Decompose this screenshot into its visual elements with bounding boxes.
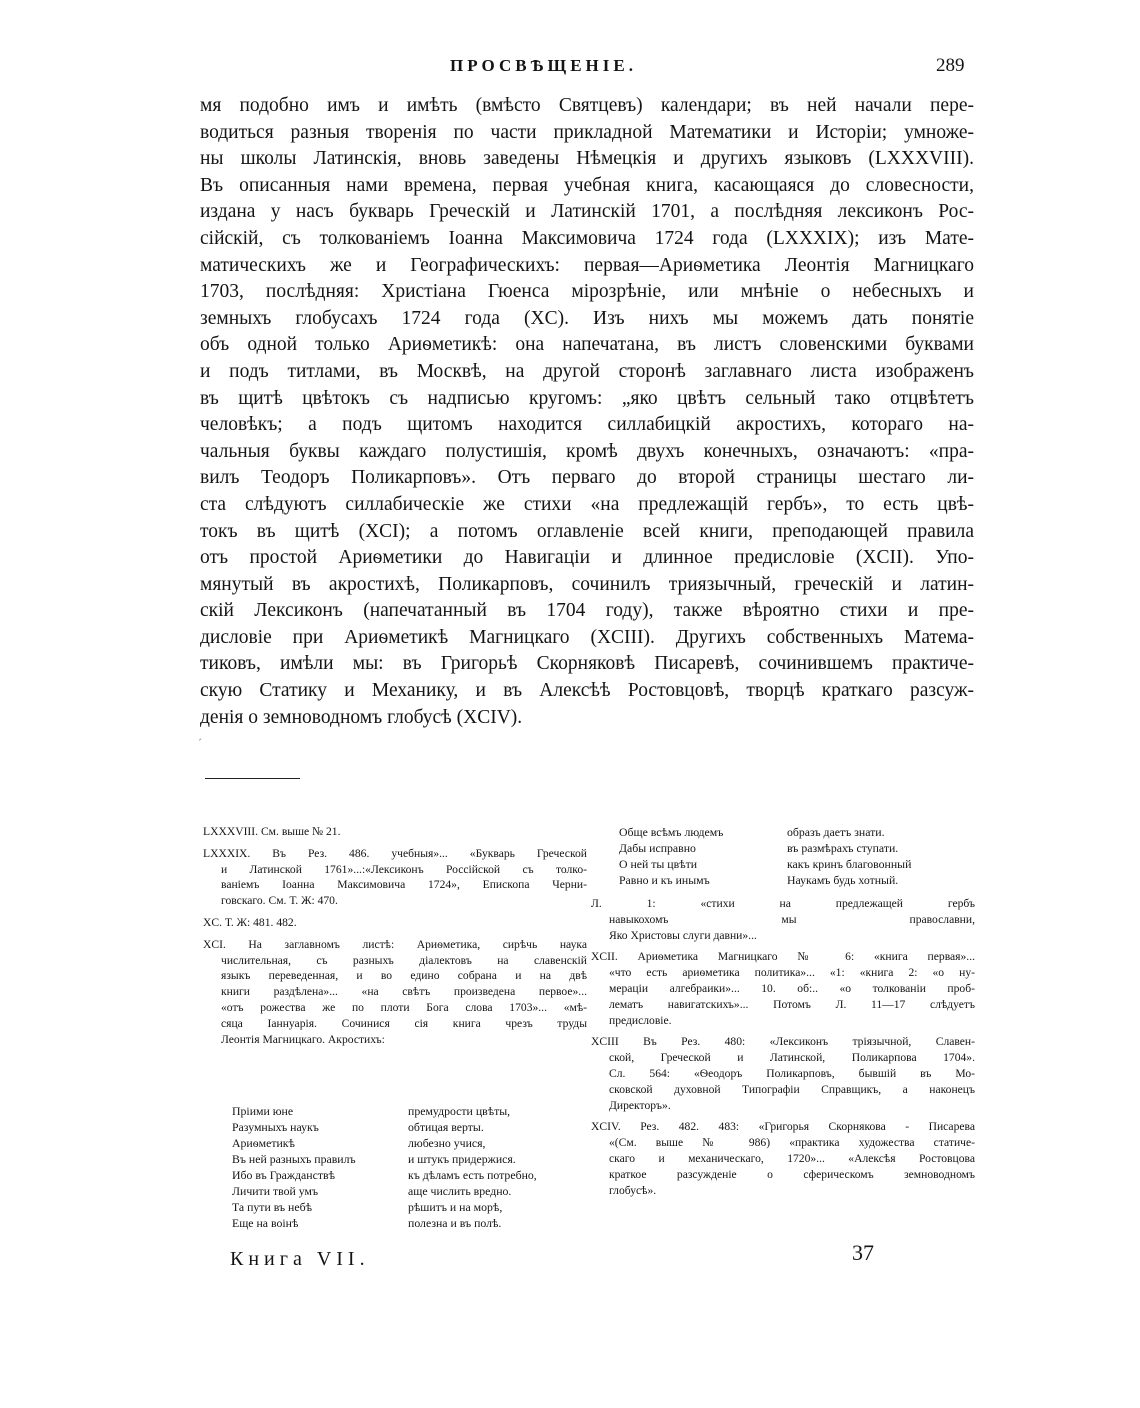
verse-half-line: Пріими юне: [232, 1104, 294, 1118]
footnote-line: скаго и механическаго, 1720»... «Алексѣя Ростовцова: [609, 1151, 975, 1165]
footnotes-left-column: [203, 824, 587, 1053]
footnote-line: LXXXVIII. См. выше № 21.: [203, 825, 341, 838]
footnote-line: книги раздѣлена»... «на свѣтъ произведена первое»...: [221, 985, 587, 999]
footnote-line: «что есть ариѳметика политика»... «1: «книга 2: «о ну-: [609, 966, 975, 980]
footnote-line: Л. 1: «стихи на предлежащей гербъ: [591, 897, 975, 910]
footnote-line: XCII. Ариѳметика Магницкаго № 6: «книга первая»...: [591, 950, 975, 964]
verse-half-line: Дабы исправно: [619, 841, 696, 855]
footnote-line: сяца Іаннуарія. Сочинися сія книга чрезъ труды: [221, 1016, 587, 1030]
body-text-line: чальныя буквы каждаго полустишія, кромѣ двухъ конечныхъ, означаютъ: «пра-: [200, 440, 974, 462]
verse-half-line: аще числить вредно.: [408, 1184, 512, 1198]
verse-half-line: образъ даетъ знати.: [787, 825, 885, 839]
verse-half-line: и штукъ придержися.: [408, 1152, 516, 1166]
verse-half-line: рѣшитъ и на морѣ,: [408, 1200, 503, 1214]
footnote: [591, 896, 975, 943]
verse-half-line: въ размѣрахъ ступати.: [787, 841, 899, 855]
body-text-line: матическихъ же и Географическихъ: первая—Ариѳметика Леонтія Магницкаго: [200, 254, 974, 276]
body-text-line: издана у насъ букварь Греческій и Латинскій 1701, а послѣдняя лексиконъ Рос-: [200, 201, 974, 223]
body-text-line: сійскій, съ толкованіемъ Іоанна Максимовича 1724 года (LXXXIX); изъ Мате-: [200, 227, 974, 249]
footnote-line: XCIV. Рез. 482. 483: «Григорья Скорнякова - Писарева: [591, 1120, 975, 1134]
signature-mark: Книга VII.: [230, 1248, 370, 1270]
stray-mark: ˊ: [198, 736, 202, 750]
footnote: [591, 1034, 975, 1113]
footnote: [591, 949, 975, 1028]
footnote-line: «отъ рожества же по плоти Бога слова 1703»... «мѣ-: [221, 1000, 587, 1014]
verse-half-line: премудрости цвѣты,: [408, 1104, 511, 1118]
footnote-separator-rule: [205, 778, 300, 779]
signature-page-mark: 37: [852, 1240, 874, 1265]
verse-half-line: Равно и къ инымъ: [619, 873, 710, 887]
verse-half-line: полезна и въ полѣ.: [408, 1216, 502, 1230]
footnote-line: Яко Христовы слуги давни»...: [609, 928, 757, 942]
body-text-line: ста слѣдуютъ силлабическіе же стихи «на предлежащій гербъ», то есть цвѣ-: [200, 493, 974, 515]
footnote-line: сковской духовной Типографіи Справщикъ, а наконецъ: [609, 1082, 975, 1096]
body-text-line: 1703, послѣдняя: Христіана Гюенса мірозрѣніе, или мнѣніе о небесныхъ и: [200, 281, 974, 303]
footnote-line: XCI. На заглавномъ листѣ: Ариѳметика, сирѣчь наука: [203, 937, 587, 951]
footnote: [591, 1119, 975, 1198]
footnote-line: ваніемъ Іоанна Максимовича 1724», Епископа Черни-: [221, 878, 587, 892]
footnote-line: ской, Греческой и Латинской, Поликарпова 1704».: [609, 1051, 975, 1065]
footnote-line: Директоръ».: [609, 1098, 671, 1112]
body-text-line: ны школы Латинскія, вновь заведены Нѣмецкія и другихъ языковъ (LXXXVIII).: [200, 148, 974, 170]
verse-half-line: Въ ней разныхъ правилъ: [232, 1152, 356, 1166]
footnote-line: XC. Т. Ж: 481. 482.: [203, 915, 297, 929]
body-text-line: въ щитѣ цвѣтокъ съ надписью кругомъ: „яко цвѣтъ сельный тако отцвѣтетъ: [200, 387, 974, 409]
footnote-line: предисловіе.: [609, 1013, 672, 1027]
verse-half-line: Ариѳметикѣ: [232, 1136, 295, 1150]
page-header-title: ПРОСВѢЩЕНІЕ.: [450, 56, 637, 75]
body-text-line: и подъ титлами, въ Москвѣ, на другой сторонѣ заглавнаго листа изображенъ: [200, 360, 974, 382]
verse-half-line: Ибо въ Гражданствѣ: [232, 1168, 335, 1182]
verse-half-line: Личити твой умъ: [232, 1184, 319, 1198]
acrostic-verse: [232, 1103, 588, 1231]
footnote: [203, 846, 587, 909]
verse-half-line: Наукамъ будь хотный.: [787, 873, 899, 887]
footnote: [203, 937, 587, 1048]
page-number: 289: [936, 55, 965, 76]
footnote-line: мераціи алгебраики»... 10. об:.. «о толкованіи проб-: [609, 981, 975, 995]
body-text-line: земныхъ глобусахъ 1724 года (XC). Изъ нихъ мы можемъ дать понятіе: [200, 307, 974, 329]
verse-half-line: къ дѣламъ есть потребно,: [408, 1168, 537, 1182]
footnote-line: числительная, съ разныхъ діалектовъ на славенскій: [221, 953, 587, 967]
body-text-line: тиковъ, имѣли мы: въ Григорьѣ Скорняковѣ Писаревѣ, сочинившемъ практиче-: [200, 653, 974, 675]
footnote-line: LXXXIX. Въ Рез. 486. учебныя»... «Букварь Греческой: [203, 846, 587, 860]
footnote: [203, 915, 587, 931]
body-text-line: объ одной только Ариѳметикѣ: она напечатана, въ листъ словенскими буквами: [200, 334, 974, 356]
verse-half-line: Разумныхъ наукъ: [232, 1120, 319, 1134]
footnote-line: говскаго. См. Т. Ж: 470.: [221, 894, 338, 908]
footnotes-right-column: [591, 824, 975, 1204]
body-text-line: человѣкъ; а подъ щитомъ находится силлабицкій акростихъ, котораго на-: [200, 414, 974, 436]
main-text: [200, 93, 974, 731]
footnote-line: глобусѣ».: [609, 1183, 657, 1197]
body-text-line: Въ описанныя нами времена, первая учебная книга, касающаяся до словесности,: [200, 174, 974, 196]
footnote-line: лематъ навигатскихъ»... Потомъ Л. 11—17 слѣдуетъ: [609, 997, 975, 1011]
verse-half-line: О ней ты цвѣти: [619, 857, 698, 871]
right-verse-block: [619, 824, 975, 888]
verse-half-line: любезно учися,: [408, 1136, 486, 1150]
body-text-line: токъ въ щитѣ (XCI); а потомъ оглавленіе всей книги, преподающей правила: [200, 520, 974, 542]
footnote-line: XCIII Въ Рез. 480: «Лексиконъ тріязычной, Славен-: [591, 1035, 975, 1049]
verse-half-line: Та пути въ небѣ: [232, 1200, 313, 1214]
footnote-line: навыкохомъ мы православни,: [609, 912, 975, 926]
body-text-line: вилъ Теодоръ Поликарповъ». Отъ перваго до второй страницы шестаго ли-: [200, 467, 974, 489]
verse-half-line: Еще на воінѣ: [232, 1216, 299, 1230]
body-text-line: водиться разныя творенія по части прикладной Математики и Исторіи; умноже-: [200, 121, 974, 143]
verse-half-line: обтицая верты.: [408, 1120, 484, 1134]
body-text-line: мянутый въ акростихѣ, Поликарповъ, сочинилъ триязычный, греческій и латин-: [200, 573, 974, 595]
footnote: [203, 824, 587, 840]
footnote-line: Леонтія Магницкаго. Акростихъ:: [221, 1032, 385, 1046]
footnote-line: краткое разсужденіе о сферическомъ земноводномъ: [609, 1167, 975, 1181]
footnote-line: языкъ переведенная, и во едино собрана и на двѣ: [221, 969, 587, 983]
verse-half-line: какъ кринъ благовонный: [787, 857, 912, 871]
footnote-line: «(См. выше № 986) «практика художества статиче-: [609, 1136, 975, 1150]
body-text-line: скую Статику и Механику, и въ Алексѣѣ Ростовцовѣ, творцѣ краткаго разсуж-: [200, 680, 974, 702]
body-text-line: дисловіе при Ариѳметикѣ Магницкаго (XCIII). Другихъ собственныхъ Матема-: [200, 626, 974, 648]
verse-half-line: Обще всѣмъ людемъ: [619, 825, 724, 839]
footnote-line: и Латинской 1761»...:«Лексиконъ Россійской съ толко-: [221, 862, 587, 876]
footnote-line: Сл. 564: «Ѳеодоръ Поликарповъ, бывшій въ Мо-: [609, 1066, 975, 1080]
body-text-line: отъ простой Ариѳметики до Навигаціи и длинное предисловіе (XCII). Упо-: [200, 547, 974, 569]
body-text-line: скій Лексиконъ (напечатанный въ 1704 году), также вѣроятно стихи и пре-: [200, 600, 974, 622]
body-text-line: денія о земноводномъ глобусѣ (XCIV).: [200, 706, 523, 728]
body-text-line: мя подобно имъ и имѣть (вмѣсто Святцевъ) календари; въ ней начали пере-: [200, 95, 974, 116]
